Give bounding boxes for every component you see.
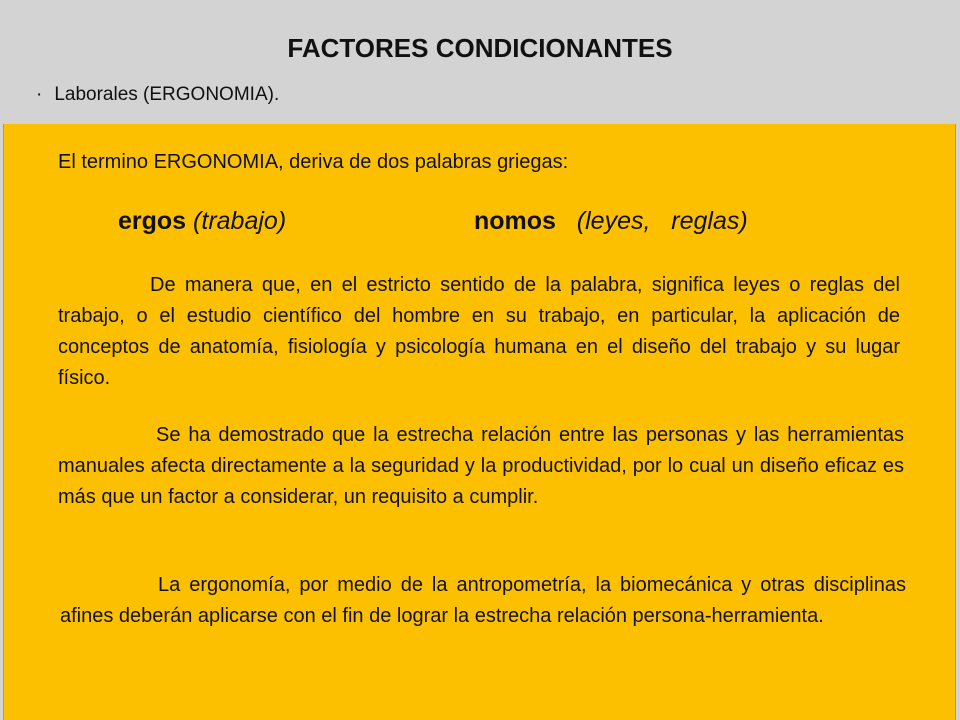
paragraph: De manera que, en el estricto sentido de la palabra, significa leyes o reglas del trabajo, o el estudio científico del hombre en su trabajo, en particular, la aplicación de conceptos de anatomía, fisiología y psicología humana en el diseño del trabajo y su lugar físico. <box>58 274 900 389</box>
bullet-icon: · <box>36 84 43 105</box>
slide-subtitle <box>36 84 279 106</box>
subtitle-text: Laborales (ERGONOMIA). <box>54 84 280 105</box>
term-word: nomos <box>474 207 556 235</box>
term-nomos <box>474 207 748 236</box>
paragraph: Se ha demostrado que la estrecha relación entre las personas y las herramientas manuales afecta directamente a la seguridad y la productividad, por lo cual un diseño eficaz es más que un factor a considerar, un requisito a cumplir. <box>58 424 904 508</box>
slide-title: FACTORES CONDICIONANTES <box>287 33 673 63</box>
term-ergos <box>118 207 286 236</box>
term-word: ergos <box>118 207 187 235</box>
intro-text: El termino ERGONOMIA, deriva de dos palabras griegas: <box>58 151 569 173</box>
term-meaning: (trabajo) <box>193 207 287 235</box>
term-meaning: (leyes, reglas) <box>576 207 748 235</box>
paragraph: La ergonomía, por medio de la antropometría, la biomecánica y otras disciplinas afines deberán aplicarse con el fin de lograr la estrecha relación persona-herramienta. <box>60 574 906 627</box>
header-band <box>0 0 960 124</box>
